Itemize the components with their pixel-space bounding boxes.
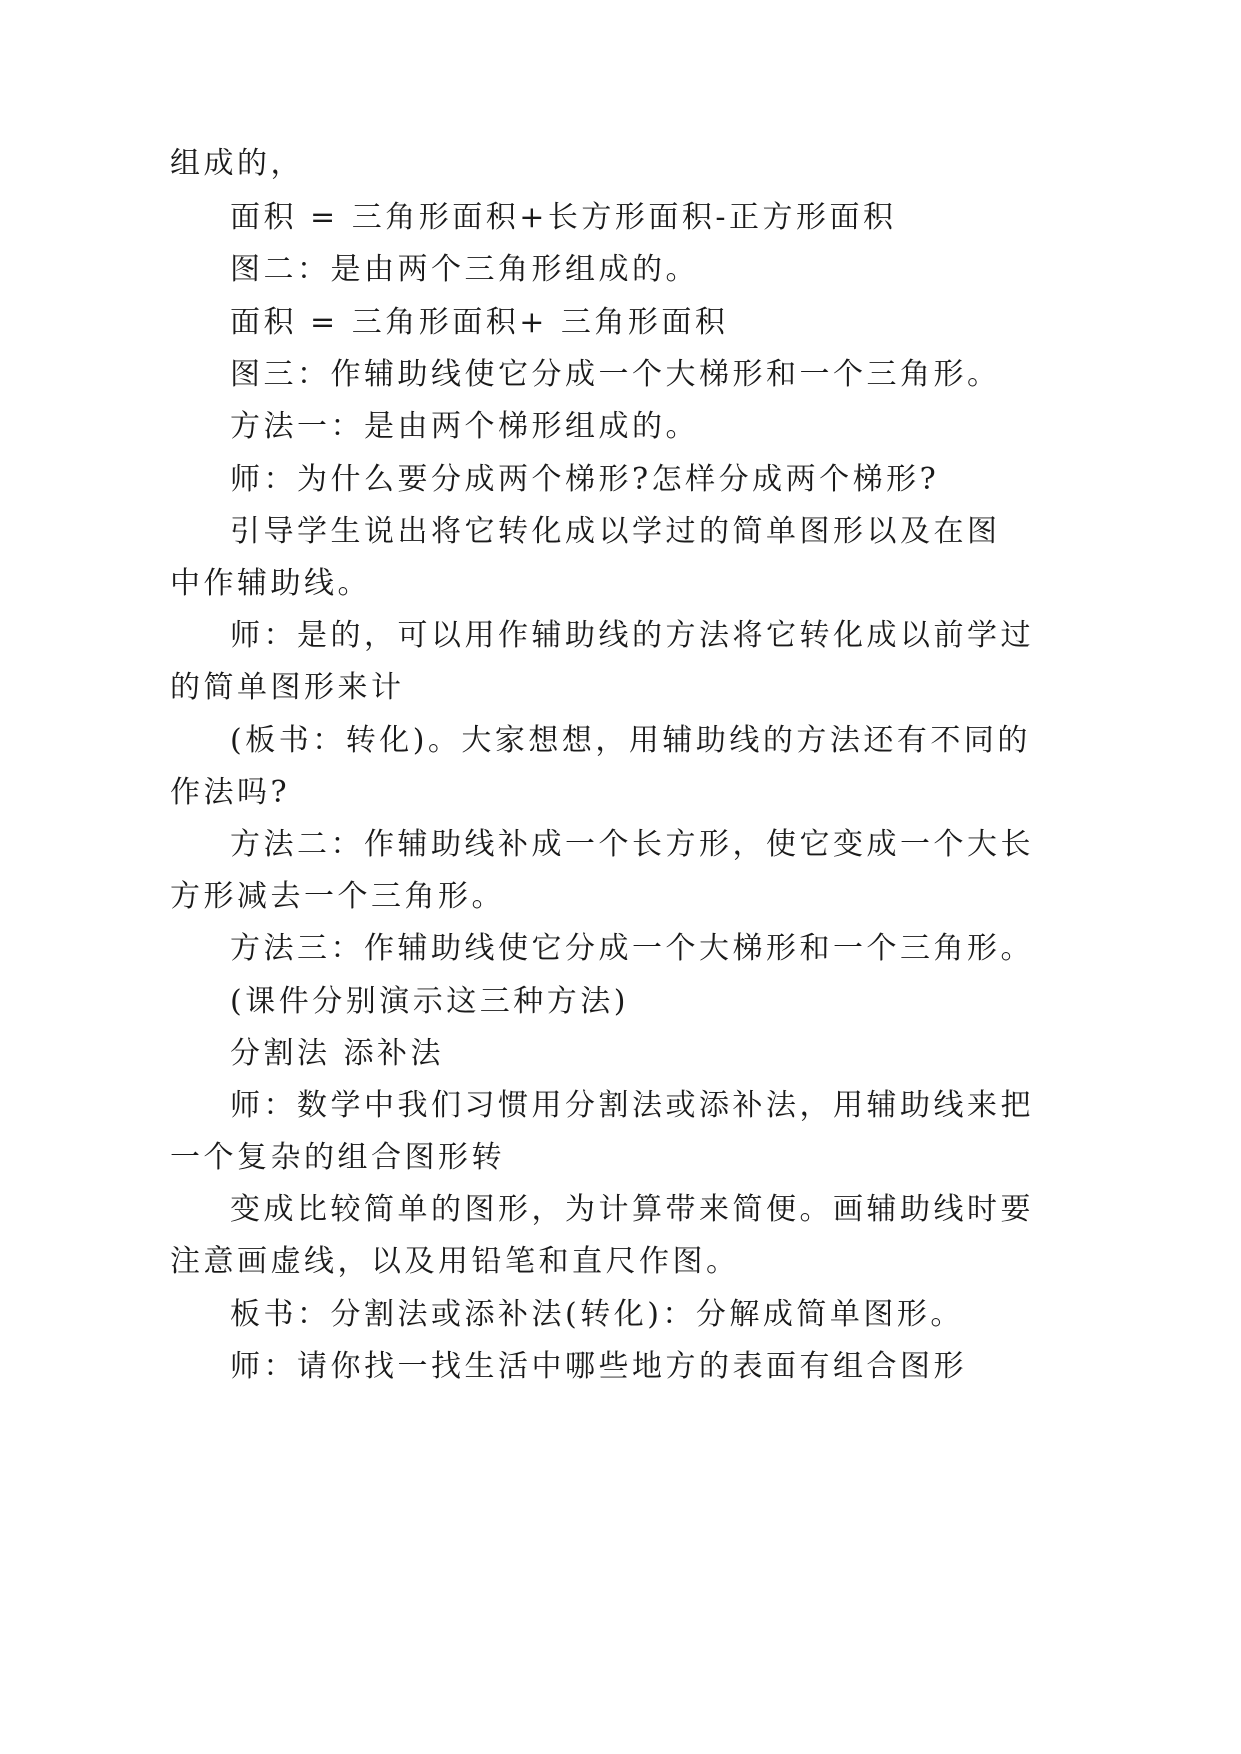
text-line: 板书：分割法或添补法(转化)：分解成简单图形。 — [230, 1297, 964, 1332]
text-line: 图三：作辅助线使它分成一个大梯形和一个三角形。 — [230, 357, 1001, 392]
text-line: 师：为什么要分成两个梯形?怎样分成两个梯形? — [230, 462, 940, 497]
text-line: 组成的， — [170, 146, 304, 181]
text-line: 师：数学中我们习惯用分割法或添补法，用辅助线来把 — [230, 1088, 1034, 1123]
text-line: 方法二：作辅助线补成一个长方形，使它变成一个大长 — [230, 827, 1034, 862]
text-line: 作法吗? — [170, 775, 291, 810]
text-line: 图二：是由两个三角形组成的。 — [230, 252, 699, 287]
text-line: 方形减去一个三角形。 — [170, 879, 505, 914]
text-line: 方法一：是由两个梯形组成的。 — [230, 409, 699, 444]
text-line: 师：请你找一找生活中哪些地方的表面有组合图形 — [230, 1349, 967, 1384]
text-line: 方法三：作辅助线使它分成一个大梯形和一个三角形。 — [230, 931, 1034, 966]
text-line: (课件分别演示这三种方法) — [230, 984, 629, 1019]
text-line: 中作辅助线。 — [170, 566, 371, 601]
text-line: 引导学生说出将它转化成以学过的简单图形以及在图 — [230, 514, 1001, 549]
text-line: 师：是的，可以用作辅助线的方法将它转化成以前学过 — [230, 618, 1034, 653]
text-line: (板书：转化)。大家想想，用辅助线的方法还有不同的 — [230, 723, 1031, 758]
text-line: 面积 = 三角形面积+ 三角形面积 — [230, 305, 729, 340]
text-line: 注意画虚线，以及用铅笔和直尺作图。 — [170, 1244, 740, 1279]
text-line: 一个复杂的组合图形转 — [170, 1140, 505, 1175]
text-line: 面积 = 三角形面积+长方形面积-正方形面积 — [230, 200, 897, 235]
text-line: 分割法 添补法 — [230, 1036, 445, 1071]
text-line: 变成比较简单的图形，为计算带来简便。画辅助线时要 — [230, 1192, 1034, 1227]
text-line: 的简单图形来计 — [170, 670, 405, 705]
